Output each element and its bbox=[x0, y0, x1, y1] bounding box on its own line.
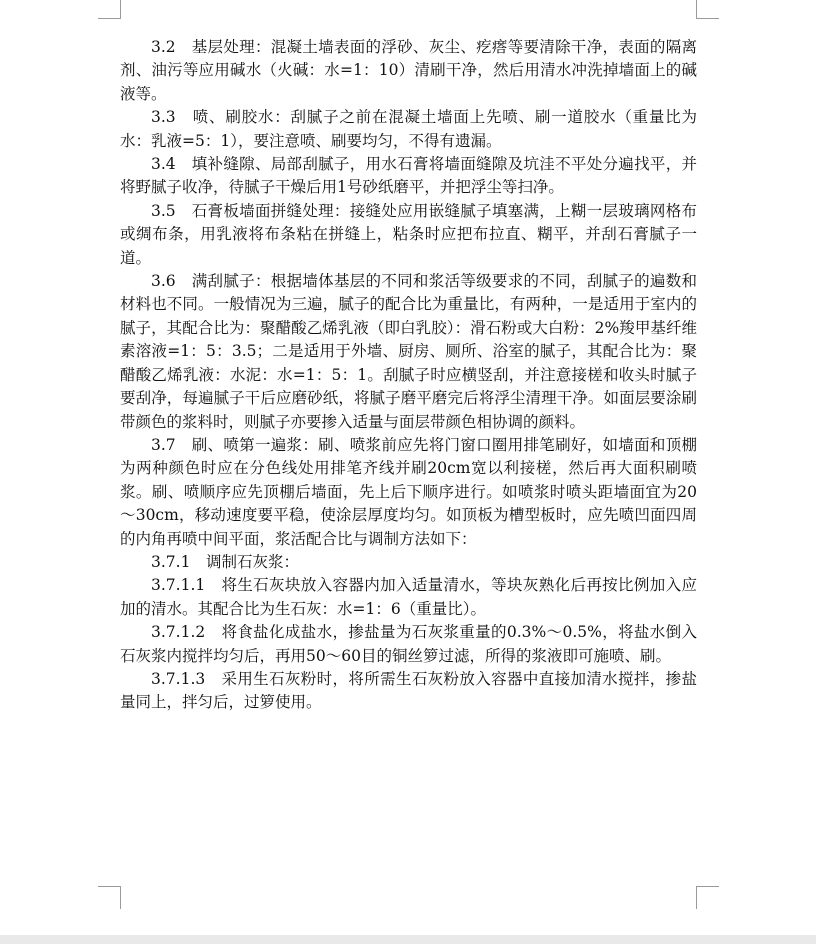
paragraph-3-3: 3.3 喷、刷胶水：刮腻子之前在混凝土墙面上先喷、刷一道胶水（重量比为水：乳液=5：1），要注意喷、刷要均匀，不得有遗漏。 bbox=[120, 108, 697, 150]
crop-mark-bottom-left bbox=[98, 886, 121, 909]
document-body[interactable] bbox=[120, 36, 697, 715]
paragraph-3-4: 3.4 填补缝隙、局部刮腻子，用水石膏将墙面缝隙及坑洼不平处分遍找平，并将野腻子收净，待腻子干燥后用1号砂纸磨平，并把浮尘等扫净。 bbox=[120, 155, 697, 197]
paragraph-3-5: 3.5 石膏板墙面拼缝处理：接缝处应用嵌缝腻子填塞满，上糊一层玻璃网格布或绸布条，用乳液将布条粘在拼缝上，粘条时应把布拉直、糊平，并刮石膏腻子一道。 bbox=[120, 201, 697, 267]
paragraph-3-7-1-2: 3.7.1.2 将食盐化成盐水，掺盐量为石灰浆重量的0.3%～0.5%，将盐水倒入石灰浆内搅拌均匀后，再用50～60目的铜丝箩过滤，所得的浆液即可施喷、刷。 bbox=[120, 623, 697, 665]
paragraph-3-6: 3.6 满刮腻子：根据墙体基层的不同和浆活等级要求的不同，刮腻子的遍数和材料也不同。一般情况为三遍，腻子的配合比为重量比，有两种，一是适用于室内的腻子，其配合比为：聚醋酸乙烯乳液（即白乳胶）：滑石粉或大白粉：2%羧甲基纤维素溶液=1：5：3.5；二是适用于外墙、厨房、厕所、浴室的腻子，其配合比为：聚醋酸乙烯乳液：水泥：水=1：5：1。刮腻子时应横竖刮，并注意接槎和收头时腻子要刮净，每遍腻子干后应磨砂纸，将腻子磨平磨完后将浮尘清理干净。如面层要涂刷带颜色的浆料时，则腻子亦要掺入适量与面层带颜色相协调的颜料。 bbox=[120, 272, 697, 431]
crop-mark-top-left bbox=[98, 0, 121, 19]
paragraph-3-7-1-1: 3.7.1.1 将生石灰块放入容器内加入适量清水，等块灰熟化后再按比例加入应加的清水。其配合比为生石灰：水=1：6（重量比）。 bbox=[120, 576, 697, 618]
paragraph-3-7-1: 3.7.1 调制石灰浆： bbox=[151, 552, 299, 571]
paragraph-3-7-1-3: 3.7.1.3 采用生石灰粉时，将所需生石灰粉放入容器中直接加清水搅拌，掺盐量同上，拌匀后，过箩使用。 bbox=[120, 669, 697, 712]
paragraph-3-7: 3.7 刷、喷第一遍浆：刷、喷浆前应先将门窗口圈用排笔刷好，如墙面和顶棚为两种颜色时应在分色线处用排笔齐线并刷20cm宽以利接槎，然后再大面积刷喷浆。刷、喷顺序应先顶棚后墙面，先上后下顺序进行。如喷浆时喷头距墙面宜为20～30cm，移动速度要平稳，使涂层厚度均匀。如顶板为槽型板时，应先喷凹面四周的内角再喷中间平面，浆活配合比与调制方法如下： bbox=[120, 435, 697, 548]
paragraph-3-2: 3.2 基层处理：混凝土墙表面的浮砂、灰尘、疙瘩等要清除干净，表面的隔离剂、油污等应用碱水（火碱：水=1：10）清刷干净，然后用清水冲洗掉墙面上的碱液等。 bbox=[120, 38, 697, 103]
page-bottom-shade bbox=[0, 935, 816, 944]
crop-mark-top-right bbox=[696, 0, 719, 19]
crop-mark-bottom-right bbox=[696, 886, 719, 909]
